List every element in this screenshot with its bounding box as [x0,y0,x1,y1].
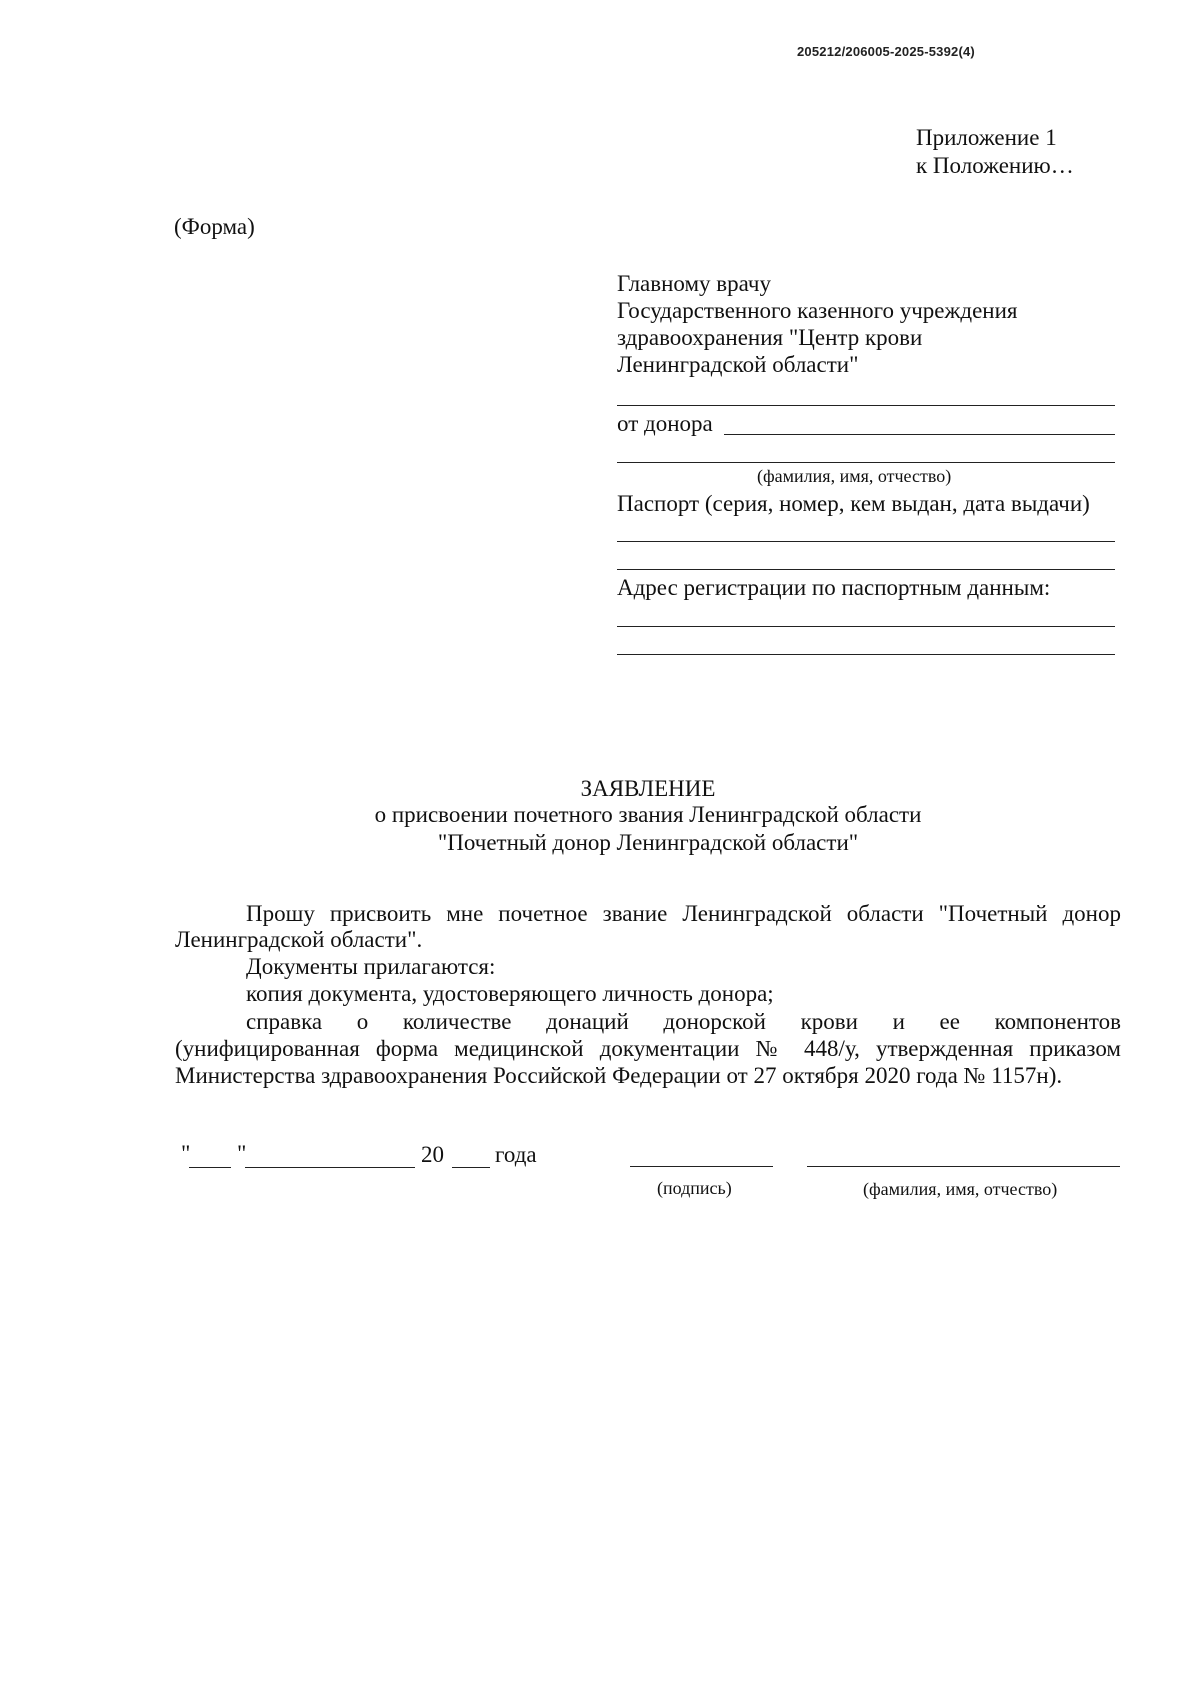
addressee-line-3: здравоохранения "Центр крови [617,325,923,350]
address-field-2[interactable] [617,654,1115,655]
signature-field[interactable] [630,1166,773,1167]
passport-label: Паспорт (серия, номер, кем выдан, дата выдачи) [617,491,1090,516]
date-quote-close: " [237,1141,247,1166]
addressee-blank-line[interactable] [617,405,1115,406]
document-item-2-line-3: Министерства здравоохранения Российской Федерации от 27 октября 2020 года № 1157н). [175,1063,1063,1088]
documents-label: Документы прилагаются: [246,954,496,979]
statement-subtitle-2: "Почетный донор Ленинградской области" [437,830,859,855]
addressee-line-1: Главному врачу [617,271,772,296]
addressee-line-2: Государственного казенного учреждения [617,298,1018,323]
document-item-2-line-2-wrap [175,1035,1121,1063]
paragraph-1-line-1: Прошу присвоить мне почетное звание Ленинградской области "Почетный донор [246,901,1121,926]
document-item-1: копия документа, удостоверяющего личность донора; [246,981,774,1006]
date-year-suffix: года [495,1142,537,1167]
donor-name-field[interactable] [724,434,1115,435]
date-quote-open: " [181,1141,191,1166]
donor-name-field-2[interactable] [617,462,1115,463]
document-item-2-line-1: справка о количестве донаций донорской крови и ее компонентов [246,1009,1121,1034]
signature-fio-caption: (фамилия, имя, отчество) [863,1179,1058,1199]
paragraph-1 [175,900,1121,928]
date-year-prefix: 20 [421,1142,444,1167]
appendix-line-1: Приложение 1 [916,125,1057,150]
paragraph-1-line-2: Ленинградской области". [175,927,423,952]
passport-field-1[interactable] [617,541,1115,542]
signature-caption: (подпись) [657,1178,732,1198]
address-label: Адрес регистрации по паспортным данным: [617,575,1051,600]
document-item-2-line-2: (унифицированная форма медицинской документации № 448/у, утвержденная приказом [175,1036,1121,1061]
appendix-line-2: к Положению… [916,153,1074,178]
fio-caption: (фамилия, имя, отчество) [757,466,952,486]
date-year-field[interactable] [452,1167,490,1168]
date-day-field[interactable] [189,1167,231,1168]
form-label: (Форма) [174,214,255,239]
from-donor-label: от донора [617,411,713,436]
signature-name-field[interactable] [807,1166,1120,1167]
statement-title: ЗАЯВЛЕНИЕ [580,776,716,801]
statement-subtitle-1: о присвоении почетного звания Ленинградской области [374,802,922,827]
addressee-line-4: Ленинградской области" [617,352,859,377]
address-field-1[interactable] [617,626,1115,627]
registration-number: 205212/206005-2025-5392(4) [797,44,975,59]
document-item-2 [175,1008,1121,1036]
passport-field-2[interactable] [617,569,1115,570]
date-month-field[interactable] [245,1167,415,1168]
